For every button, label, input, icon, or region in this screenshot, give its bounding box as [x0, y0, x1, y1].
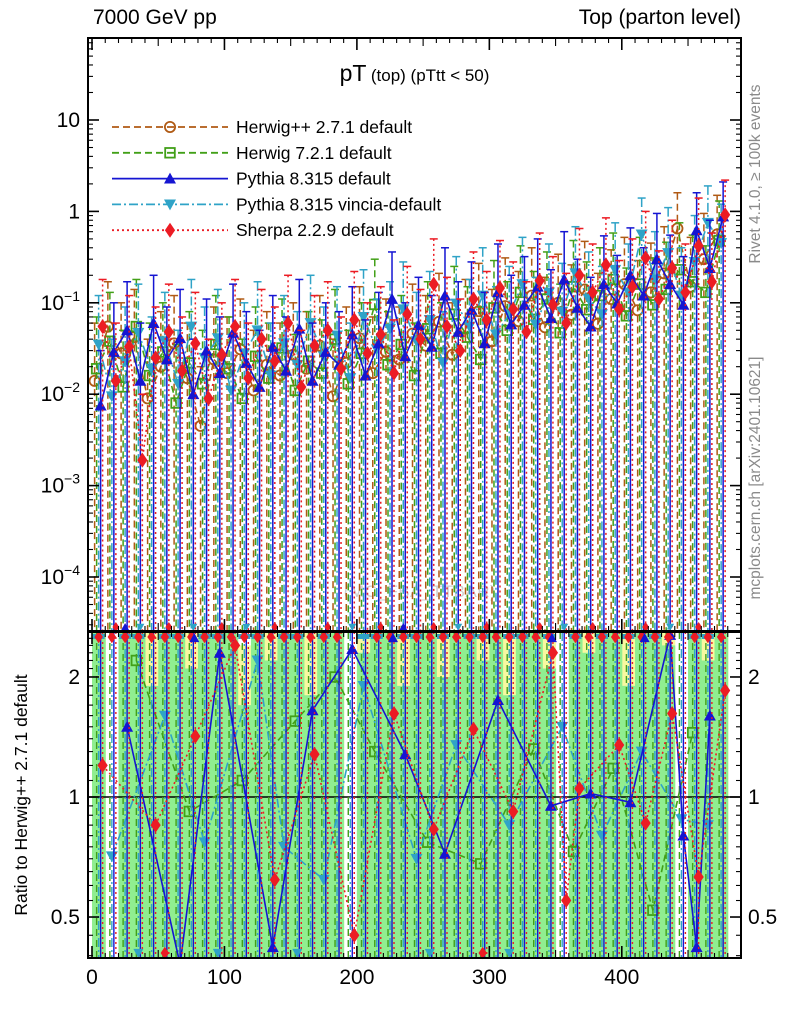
triangle-down-marker [242, 624, 250, 631]
triangle-up-marker [174, 959, 186, 970]
triangle-up-marker [439, 290, 451, 301]
x-axis-tick-label: 300 [471, 966, 507, 989]
legend-item-2 [112, 143, 392, 163]
process-label: Top (parton level) [578, 6, 741, 29]
y-axis-tick-label: 1 [68, 200, 80, 224]
ratio-tick-label-right: 2 [748, 665, 760, 689]
legend-item-3 [112, 169, 391, 189]
y-axis-tick-label: $10^{-3}$ [40, 470, 80, 498]
triangle-down-marker [189, 624, 197, 631]
legend-item-label: Pythia 8.315 vincia-default [236, 194, 442, 215]
legend-item-label: Herwig++ 2.7.1 default [236, 117, 413, 137]
y-axis-tick-label: $10^{-1}$ [40, 287, 80, 315]
mcplots-arxiv-label: mcplots.cern.ch [arXiv:2401.10621] [747, 356, 764, 600]
triangle-down-marker [348, 624, 356, 631]
ratio-tick-label-left: 1 [68, 786, 80, 809]
legend-item-label: Herwig 7.2.1 default [236, 142, 392, 163]
rivet-version-label: Rivet 4.1.0, ≥ 100k events [747, 84, 764, 264]
y-axis-tick-label: $10^{-4}$ [40, 562, 80, 589]
ratio-tick-label-left: 2 [68, 665, 80, 689]
ratio-tick-label-right: 1 [748, 786, 760, 809]
triangle-up-marker [558, 273, 570, 284]
triangle-down-marker [666, 624, 674, 631]
x-axis-tick-label: 0 [86, 966, 98, 989]
analysis-watermark: (MC_FBA_TTBAR) [343, 582, 497, 601]
triangle-up-marker [399, 623, 407, 630]
triangle-down-marker [636, 229, 648, 240]
green-band-column [542, 669, 556, 958]
plot-title-cut: (top) (pTtt < 50) [370, 66, 490, 85]
legend-item-1 [112, 117, 412, 137]
ratio-tick-label-left: 0.5 [50, 906, 80, 930]
plot-title [88, 60, 741, 87]
legend-item-4 [112, 194, 441, 214]
ratio-tick-label-right: 0.5 [748, 906, 778, 930]
legend-item-label: Sherpa 2.2.9 default [236, 220, 394, 241]
triangle-down-marker [560, 624, 568, 631]
x-axis-tick-label: 400 [604, 966, 640, 989]
y-axis-tick-label: $10^{-2}$ [40, 379, 80, 407]
main-panel-data [90, 180, 731, 635]
legend-item-label: Pythia 8.315 default [236, 168, 391, 189]
ratio-axis-label: Ratio to Herwig++ 2.7.1 default [11, 674, 31, 916]
triangle-up-marker [691, 224, 703, 235]
clipped-teal-marker [358, 634, 370, 639]
legend-item-5 [112, 220, 394, 240]
y-axis-tick-label: 10 [56, 109, 80, 132]
x-axis-tick-label: 100 [206, 966, 242, 989]
triangle-down-marker [454, 624, 462, 631]
triangle-up-marker [121, 623, 129, 630]
plot-title-observable: pT [339, 60, 367, 86]
triangle-up-marker [293, 323, 305, 334]
triangle-down-marker [136, 624, 144, 631]
diamond-marker [165, 223, 175, 238]
beam-energy-label: 7000 GeV pp [93, 6, 217, 29]
x-axis-tick-label: 200 [339, 966, 375, 989]
legend [112, 117, 441, 240]
